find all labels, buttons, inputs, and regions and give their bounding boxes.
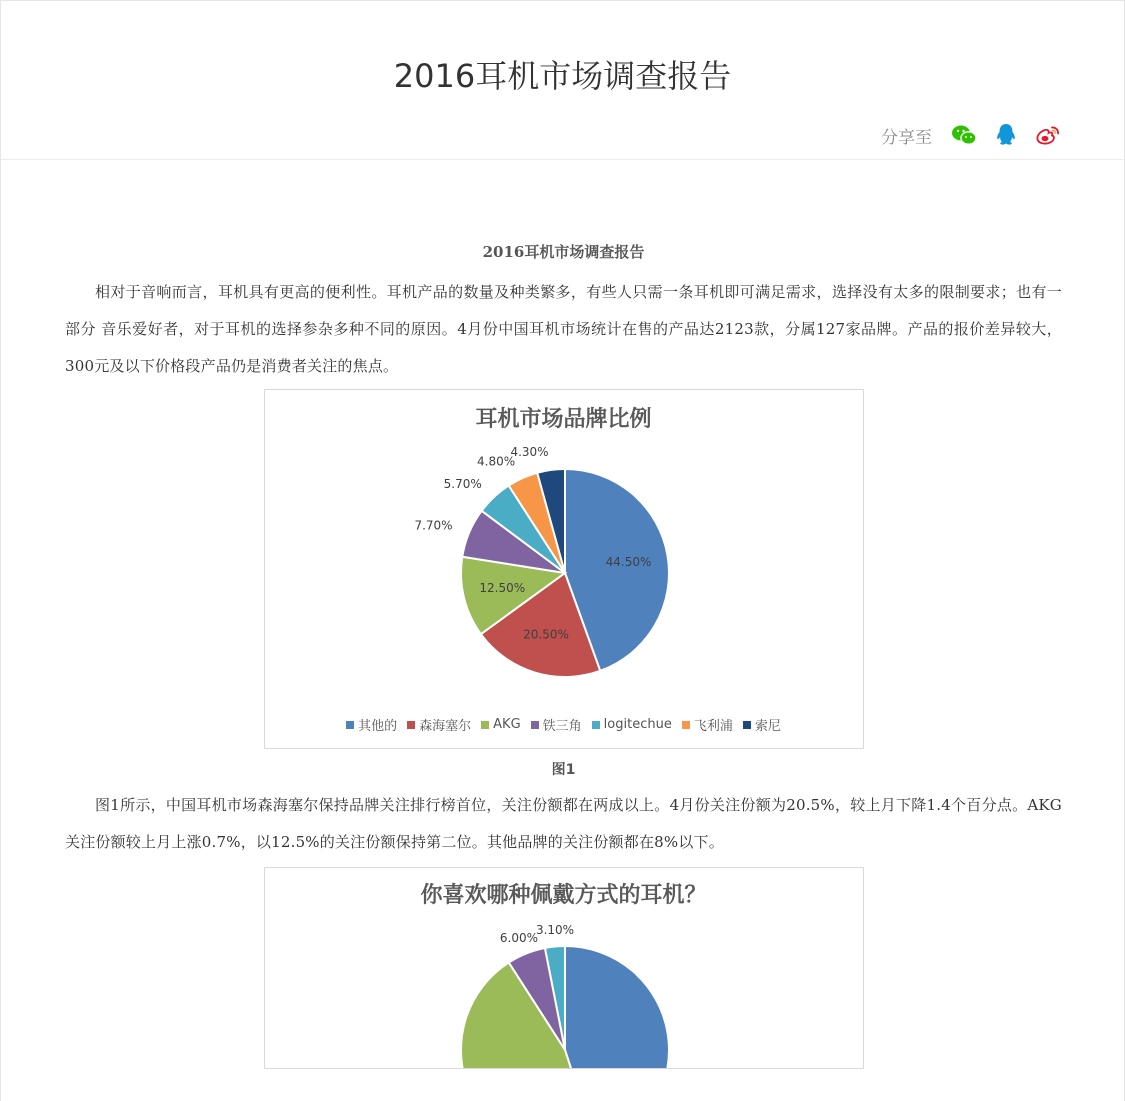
data-label-2: 12.50% xyxy=(478,581,525,596)
data-label-4: 5.70% xyxy=(443,476,482,491)
legend-item-1 xyxy=(407,715,471,734)
data-label-1: 20.50% xyxy=(522,627,569,642)
wechat-icon[interactable] xyxy=(950,121,978,149)
chart-title-2: 你喜欢哪种佩戴方式的耳机？ xyxy=(420,882,707,908)
legend-swatch xyxy=(743,721,751,729)
legend-label: 索尼 xyxy=(754,719,781,734)
figure-caption: 图1 xyxy=(551,762,576,778)
legend-label: 飞利浦 xyxy=(693,719,733,734)
paragraph-analysis: 图1所示，中国耳机市场森海塞尔保持品牌关注排行榜首位，关注份额都在两成以上。4月份关注份额为20.5%，较上月下降1.4个百分点。AKG关注份额较上月上涨0.7%，以12.5%的关注份额保持第二位。其他品牌的关注份额都在8%以下。 xyxy=(65,796,1062,851)
wearing-style-pie-chart xyxy=(264,867,864,1069)
legend-label: 铁三角 xyxy=(542,719,582,734)
legend-label: AKG xyxy=(493,717,521,732)
page-title: 2016耳机市场调查报告 xyxy=(393,57,732,95)
share-label: 分享至 xyxy=(881,127,932,148)
share-bar xyxy=(881,121,1062,149)
qq-icon[interactable] xyxy=(992,121,1020,149)
legend-item-4 xyxy=(592,715,672,734)
legend-swatch xyxy=(346,721,354,729)
legend-swatch xyxy=(592,721,600,729)
data-label-6: 4.30% xyxy=(509,445,549,460)
legend-item-6 xyxy=(743,715,781,734)
data-label-3: 7.70% xyxy=(413,518,453,533)
pie-chart-2-svg xyxy=(265,868,863,1068)
legend-label: 其他的 xyxy=(358,719,398,734)
paragraph-intro: 相对于音响而言，耳机具有更高的便利性。耳机产品的数量及种类繁多，有些人只需一条耳机即可满足需求，选择没有太多的限制要求；也有一部分 音乐爱好者，对于耳机的选择参杂多种不同的原因。4月份中国耳机市场统计在售的产品达2123款，分属127家品牌。产品的报价差异较大，300元及以下价格段产品仍是消费者关注的焦点。 xyxy=(65,283,1062,375)
data-label-2-1: 3.10% xyxy=(535,923,574,937)
legend-item-3 xyxy=(531,715,582,734)
legend-swatch xyxy=(481,721,489,729)
legend-swatch xyxy=(407,721,415,729)
page-header xyxy=(1,1,1124,160)
legend-item-5 xyxy=(682,715,733,734)
weibo-icon[interactable] xyxy=(1034,121,1062,149)
legend-item-2 xyxy=(481,715,521,734)
chart-legend xyxy=(265,715,863,734)
brand-share-pie-chart xyxy=(264,389,864,749)
legend-swatch xyxy=(531,721,539,729)
legend-label: logitechue xyxy=(603,717,672,732)
data-label-2-0: 6.00% xyxy=(499,931,538,945)
pie-chart-svg xyxy=(265,390,863,748)
article-body xyxy=(65,241,1062,1069)
legend-item-0 xyxy=(346,715,397,734)
pie2-slice-0 xyxy=(565,946,669,1068)
legend-swatch xyxy=(682,721,690,729)
data-label-0: 44.50% xyxy=(605,554,651,569)
data-label-5: 4.80% xyxy=(476,454,515,469)
chart-title: 耳机市场品牌比例 xyxy=(475,406,652,432)
article-title: 2016耳机市场调查报告 xyxy=(482,243,645,261)
legend-label: 森海塞尔 xyxy=(419,719,472,734)
